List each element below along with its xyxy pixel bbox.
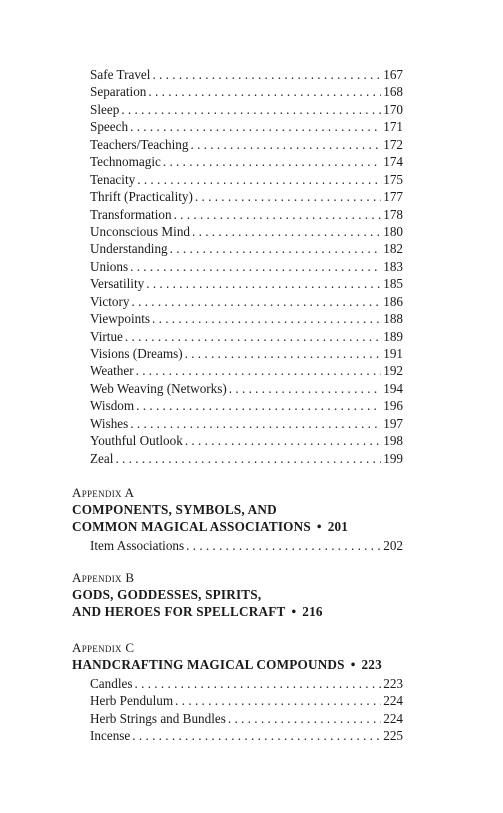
appendix-a-page: 201: [327, 519, 349, 534]
toc-entry: [90, 537, 403, 554]
toc-entry-page: 177: [383, 189, 403, 205]
dot-leader: [130, 118, 381, 135]
toc-entry: [90, 675, 403, 692]
dot-leader: [163, 153, 381, 170]
appendix-c-label: Appendix C: [72, 640, 135, 655]
dot-leader: [170, 240, 382, 257]
toc-entry-label: Visions (Dreams): [90, 346, 183, 361]
toc-entry-label: Thrift (Practicality): [90, 189, 193, 205]
dot-leader: [190, 136, 381, 153]
toc-entry-label: Understanding: [90, 241, 168, 257]
dot-leader: [135, 675, 382, 692]
dot-leader: [137, 171, 381, 188]
appendix-c-page: 223: [361, 657, 382, 672]
toc-entry: [90, 397, 403, 414]
toc-entry: [90, 153, 403, 170]
toc-entry: [90, 380, 403, 397]
toc-entry: [90, 275, 403, 292]
toc-entry-page: 175: [383, 171, 403, 187]
toc-entry-label: Teachers/Teaching: [90, 136, 189, 152]
toc-entry-label: Weather: [90, 363, 134, 379]
toc-entry-page: 192: [383, 363, 403, 379]
appendix-b-page: 216: [302, 604, 323, 619]
toc-entry-label: Herb Pendulum: [90, 693, 174, 709]
toc-entry-label: Zeal: [90, 450, 114, 466]
toc-entry-page: 199: [383, 450, 403, 466]
toc-entry: [90, 240, 403, 257]
toc-entry-list: [90, 66, 403, 467]
toc-entry-page: 172: [383, 136, 403, 152]
toc-entry-label: Versatility: [90, 276, 145, 292]
toc-entry-label: Speech: [90, 119, 129, 135]
toc-entry-page: 223: [383, 676, 403, 691]
appendix-b-title-line2: AND HEROES FOR SPELLCRAFT: [72, 604, 286, 619]
appendix-c-title-line1: HANDCRAFTING MAGICAL COMPOUNDS: [72, 657, 345, 672]
toc-entry-label: Sleep: [90, 101, 120, 117]
toc-entry-page: 224: [383, 693, 403, 709]
dot-leader: [175, 692, 381, 709]
toc-entry-page: 171: [383, 119, 403, 135]
toc-entry: [90, 310, 403, 327]
appendix-c-title-row: [72, 656, 403, 673]
dot-leader: [136, 362, 382, 379]
toc-entry: [90, 171, 403, 188]
dot-leader: [115, 450, 381, 467]
toc-entry: [90, 223, 403, 240]
toc-entry-label: Separation: [90, 84, 147, 100]
toc-entry-label: Safe Travel: [90, 67, 151, 82]
dot-leader: [132, 727, 381, 744]
toc-entry-page: 180: [383, 223, 403, 239]
toc-entry: [90, 66, 403, 83]
dot-leader: [195, 188, 381, 205]
dot-leader: [148, 83, 381, 100]
toc-entry: [90, 83, 403, 100]
toc-entry: [90, 727, 403, 744]
appendix-a-entry-list: [90, 537, 403, 554]
appendix-c-section: [72, 639, 403, 745]
toc-entry: [90, 432, 403, 449]
toc-entry-label: Technomagic: [90, 154, 161, 170]
toc-entry-page: 191: [383, 346, 403, 361]
toc-entry-page: 183: [383, 258, 403, 274]
appendix-c-entry-list: [90, 675, 403, 745]
toc-entry-page: 182: [383, 241, 403, 257]
toc-entry-label: Item Associations: [90, 538, 185, 553]
toc-entry: [90, 362, 403, 379]
dot-leader: [185, 345, 382, 362]
toc-entry-label: Unconscious Mind: [90, 223, 191, 239]
dot-leader: [228, 710, 381, 727]
toc-entry: [90, 258, 403, 275]
toc-entry-page: 225: [383, 728, 403, 744]
toc-entry: [90, 328, 403, 345]
toc-entry-page: 168: [383, 84, 403, 100]
toc-entry: [90, 188, 403, 205]
dot-leader: [192, 223, 381, 240]
toc-entry-page: 189: [383, 328, 403, 344]
toc-entry-label: Web Weaving (Networks): [90, 380, 227, 396]
toc-entry-page: 198: [383, 433, 403, 449]
dot-leader: [186, 537, 381, 554]
toc-entry-page: 194: [383, 380, 403, 396]
dot-leader: [130, 258, 381, 275]
appendix-a-section: [72, 484, 403, 554]
dot-leader: [146, 275, 381, 292]
dot-leader: [185, 432, 381, 449]
toc-entry-page: 186: [383, 293, 403, 309]
toc-entry: [90, 710, 403, 727]
toc-entry-page: 174: [383, 154, 403, 170]
toc-entry-page: 170: [383, 101, 403, 117]
toc-entry-label: Victory: [90, 293, 130, 309]
dot-leader: [130, 415, 381, 432]
toc-entry-page: 167: [383, 67, 403, 82]
toc-entry: [90, 118, 403, 135]
toc-entry-label: Wishes: [90, 415, 129, 431]
toc-entry: [90, 345, 403, 362]
toc-entry-label: Unions: [90, 258, 129, 274]
dot-leader: [125, 328, 381, 345]
appendix-a-bullet: •: [316, 519, 322, 534]
dot-leader: [132, 293, 382, 310]
toc-entry: [90, 101, 403, 118]
toc-entry-label: Tenacity: [90, 171, 136, 187]
toc-entry: [90, 206, 403, 223]
toc-entry-page: 188: [383, 311, 403, 327]
toc-entry: [90, 136, 403, 153]
toc-entry-label: Virtue: [90, 328, 123, 344]
toc-entry-label: Incense: [90, 728, 131, 744]
toc-entry: [90, 293, 403, 310]
appendix-b-label: Appendix B: [72, 570, 135, 585]
toc-entry-label: Candles: [90, 676, 133, 691]
toc-entry-page: 185: [383, 276, 403, 292]
appendix-a-title-line2: COMMON MAGICAL ASSOCIATIONS: [72, 519, 311, 534]
appendix-b-title-line1: GODS, GODDESSES, SPIRITS,: [72, 587, 262, 602]
appendix-b-bullet: •: [291, 604, 297, 619]
appendix-b-section: [72, 569, 403, 620]
toc-entry-page: 224: [383, 710, 403, 726]
appendix-b-title-line2-row: [72, 603, 403, 620]
toc-entry: [90, 415, 403, 432]
dot-leader: [152, 66, 381, 83]
dot-leader: [174, 206, 382, 223]
appendix-a-label: Appendix A: [72, 485, 135, 500]
dot-leader: [229, 380, 381, 397]
dot-leader: [121, 101, 381, 118]
appendix-a-title-line1: COMPONENTS, SYMBOLS, AND: [72, 502, 277, 517]
toc-entry-label: Transformation: [90, 206, 172, 222]
toc-entry-page: 178: [383, 206, 403, 222]
dot-leader: [136, 397, 381, 414]
toc-entry-label: Wisdom: [90, 398, 135, 414]
toc-entry-label: Youthful Outlook: [90, 433, 183, 449]
toc-entry-label: Viewpoints: [90, 311, 151, 327]
toc-entry-page: 197: [383, 415, 403, 431]
dot-leader: [152, 310, 381, 327]
appendix-c-bullet: •: [350, 657, 356, 672]
toc-entry: [90, 692, 403, 709]
toc-entry: [90, 450, 403, 467]
toc-entry-page: 196: [383, 398, 403, 414]
toc-entry-page: 202: [383, 538, 403, 553]
appendix-a-title-line2-row: [72, 518, 403, 535]
toc-entry-label: Herb Strings and Bundles: [90, 710, 226, 726]
